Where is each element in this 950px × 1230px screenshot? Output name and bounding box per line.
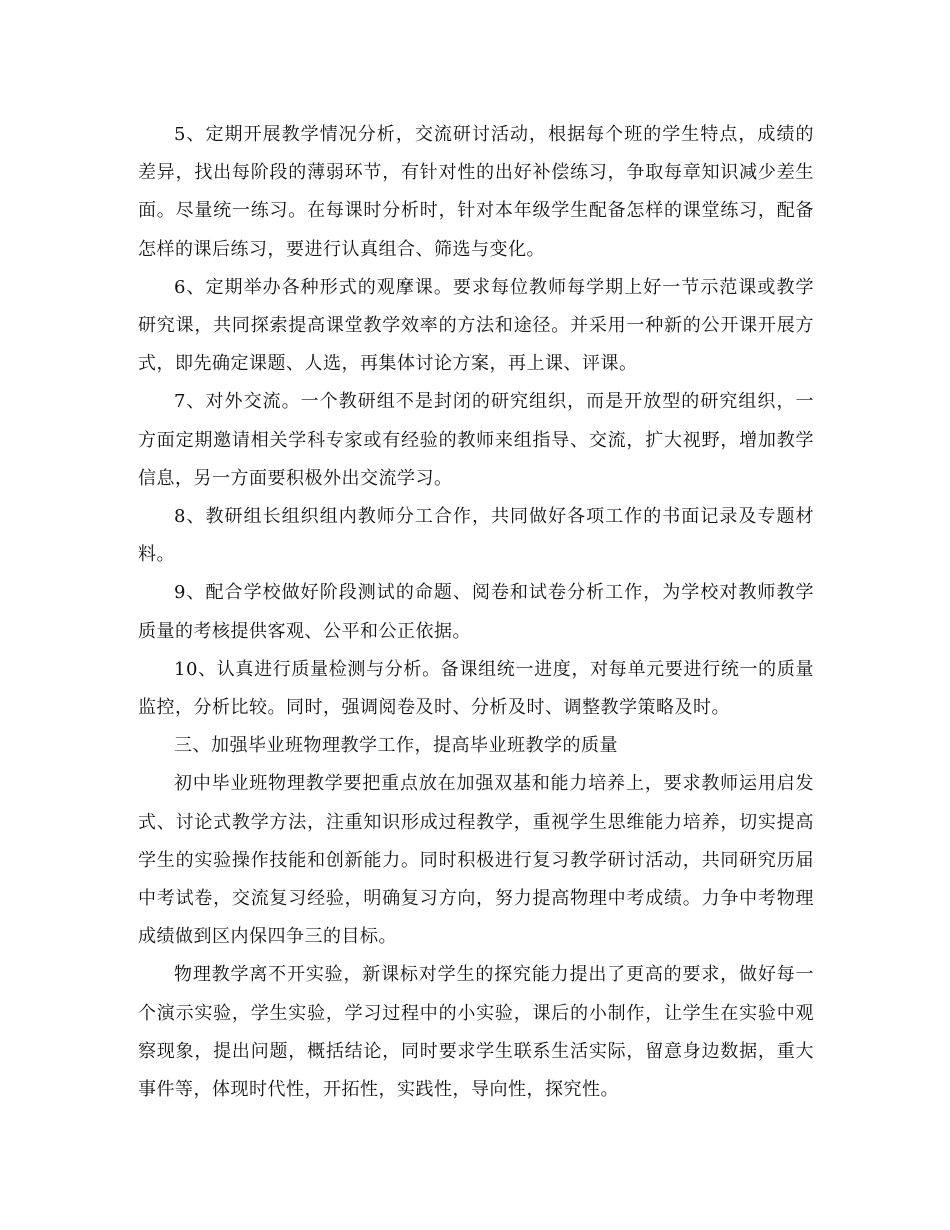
paragraph-item-7: 7、对外交流。一个教研组不是封闭的研究组织，而是开放型的研究组织，一方面定期邀请相关学科专家或有经验的教师来组指导、交流，扩大视野，增加教学信息，另一方面要积极外出交流学习。 (138, 391, 814, 489)
paragraph-item-10: 10、认真进行质量检测与分析。备课组统一进度，对每单元要进行统一的质量监控，分析比较。同时，强调阅卷及时、分析及时、调整教学策略及时。 (138, 658, 814, 719)
paragraph-item-5: 5、定期开展教学情况分析，交流研讨活动，根据每个班的学生特点，成绩的差异，找出每阶段的薄弱环节，有针对性的出好补偿练习，争取每章知识减少差生面。尽量统一练习。在每课时分析时，针对本年级学生配备怎样的课堂练习，配备怎样的课后练习，要进行认真组合、筛选与变化。 (138, 124, 814, 260)
paragraph-graduating-class: 初中毕业班物理教学要把重点放在加强双基和能力培养上，要求教师运用启发式、讨论式教学方法，注重知识形成过程教学，重视学生思维能力培养，切实提高学生的实验操作技能和创新能力。同时积极进行复习教学研讨活动，共同研究历届中考试卷，交流复习经验，明确复习方向，努力提高物理中考成绩。力争中考物理成绩做到区内保四争三的目标。 (138, 773, 814, 948)
paragraph-item-6: 6、定期举办各种形式的观摩课。要求每位教师每学期上好一节示范课或教学研究课，共同探索提高课堂教学效率的方法和途径。并采用一种新的公开课开展方式，即先确定课题、人选，再集体讨论方案，再上课、评课。 (138, 276, 814, 375)
paragraph-item-9: 9、配合学校做好阶段测试的命题、阅卷和试卷分析工作，为学校对教师教学质量的考核提供客观、公平和公正依据。 (138, 582, 814, 642)
paragraph-experiments: 物理教学离不开实验，新课标对学生的探究能力提出了更高的要求，做好每一个演示实验，学生实验，学习过程中的小实验，课后的小制作，让学生在实验中观察现象，提出问题，概括结论，同时要求学生联系生活实际，留意身边数据，重大事件等，体现时代性，开拓性，实践性，导向性，探究性。 (138, 964, 814, 1101)
paragraph-item-8: 8、教研组长组织组内教师分工合作，共同做好各项工作的书面记录及专题材料。 (138, 506, 814, 566)
document-body (138, 116, 814, 1109)
section-heading: 三、加强毕业班物理教学工作，提高毕业班教学的质量 (174, 735, 618, 757)
